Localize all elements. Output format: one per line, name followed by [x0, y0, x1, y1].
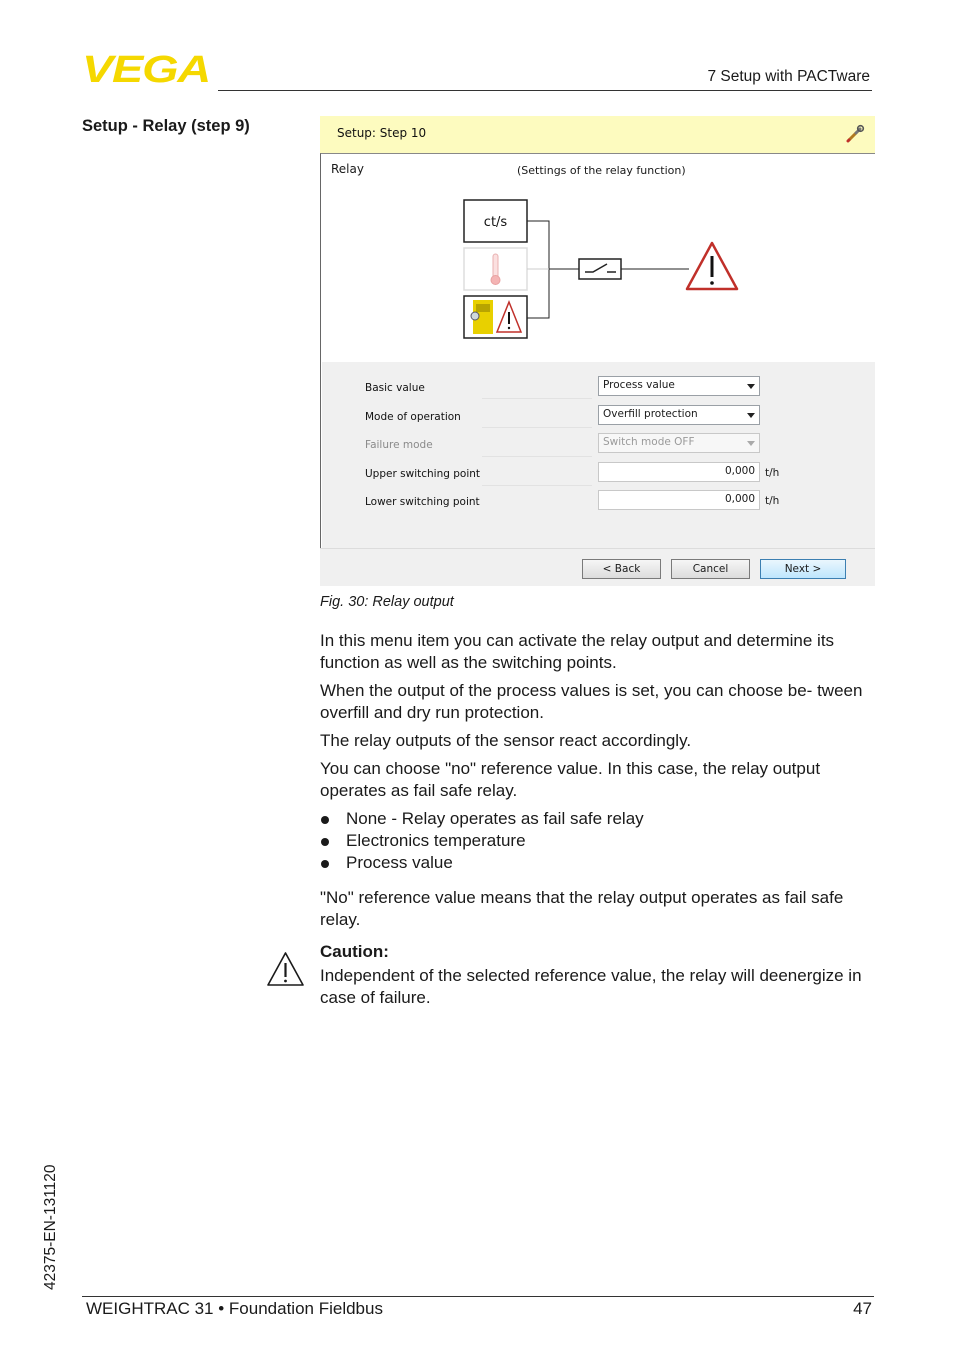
mode-of-operation-label: Mode of operation	[365, 411, 461, 423]
list-item: Process value	[320, 852, 876, 874]
paragraph-1: In this menu item you can activate the relay output and determine its function as well as the switching points.	[320, 631, 835, 672]
document-id: 42375-EN-131120	[42, 1164, 59, 1290]
back-button[interactable]: < Back	[582, 559, 661, 579]
sidebar-heading: Setup - Relay (step 9)	[82, 117, 250, 135]
row-separator	[482, 485, 592, 486]
svg-text:VEGA: VEGA	[82, 52, 210, 84]
basic-value-selected: Process value	[603, 379, 675, 391]
sensor-warning-icon[interactable]	[464, 296, 527, 338]
figure-caption: Fig. 30: Relay output	[320, 594, 454, 610]
chevron-down-icon	[747, 413, 755, 418]
paragraph-3: The relay outputs of the sensor react accordingly.	[320, 731, 692, 750]
relay-setup-dialog	[320, 116, 875, 586]
panel-heading: Relay	[331, 162, 364, 176]
paragraph-5: "No" reference value means that the relay output operates as fail safe relay.	[320, 888, 844, 929]
relay-settings-form	[322, 362, 875, 549]
dialog-title: Setup: Step 10	[337, 126, 427, 140]
caution-title: Caution:	[320, 942, 389, 961]
caution-text: Independent of the selected reference value, the relay will deenergize in case of failure.	[320, 966, 862, 1007]
wrench-icon	[845, 124, 865, 144]
list-item: None - Relay operates as fail safe relay	[320, 808, 876, 830]
mode-of-operation-selected: Overfill protection	[603, 408, 698, 420]
lower-switching-point-unit: t/h	[765, 495, 780, 507]
chevron-down-icon	[747, 441, 755, 446]
switch-icon	[579, 259, 621, 279]
page-number: 47	[853, 1299, 872, 1318]
thermometer-icon[interactable]	[464, 248, 527, 290]
dialog-titlebar	[320, 116, 875, 153]
panel-subtitle: (Settings of the relay function)	[517, 164, 686, 177]
paragraph-4: You can choose "no" reference value. In this case, the relay output operates as fail safe relay.	[320, 759, 821, 800]
relay-diagram	[461, 198, 741, 340]
basic-value-select[interactable]	[598, 376, 760, 396]
failure-mode-selected: Switch mode OFF	[603, 436, 695, 448]
warning-triangle-icon	[687, 243, 737, 289]
chevron-down-icon	[747, 384, 755, 389]
list-item: Electronics temperature	[320, 830, 876, 852]
lower-switching-point-label: Lower switching point	[365, 496, 480, 508]
header-section-title: 7 Setup with PACTware	[707, 68, 870, 85]
dialog-button-bar	[320, 548, 875, 586]
row-separator	[482, 456, 592, 457]
paragraph-2: When the output of the process values is set, you can choose be- tween overfill and dry run protection.	[320, 681, 863, 722]
header-divider	[218, 90, 872, 91]
failure-mode-label: Failure mode	[365, 439, 433, 451]
upper-switching-point-label: Upper switching point	[365, 468, 481, 480]
ct-s-box[interactable]	[464, 200, 527, 242]
caution-warning-icon	[266, 951, 305, 987]
row-separator	[482, 398, 592, 399]
upper-switching-point-input[interactable]: 0,000	[598, 462, 760, 482]
upper-switching-point-unit: t/h	[765, 467, 780, 479]
ct-s-label: ct/s	[483, 215, 508, 230]
failure-mode-select	[598, 433, 760, 453]
reference-value-list	[320, 808, 876, 874]
mode-of-operation-select[interactable]	[598, 405, 760, 425]
basic-value-label: Basic value	[365, 382, 425, 394]
connector-lines	[527, 221, 579, 318]
relay-panel	[320, 153, 875, 548]
lower-switching-point-input[interactable]: 0,000	[598, 490, 760, 510]
row-separator	[482, 427, 592, 428]
footer-divider	[82, 1296, 874, 1297]
vega-logo	[82, 52, 212, 84]
footer-product: WEIGHTRAC 31 • Foundation Fieldbus	[86, 1299, 383, 1318]
cancel-button[interactable]: Cancel	[671, 559, 750, 579]
next-button[interactable]: Next >	[760, 559, 846, 579]
